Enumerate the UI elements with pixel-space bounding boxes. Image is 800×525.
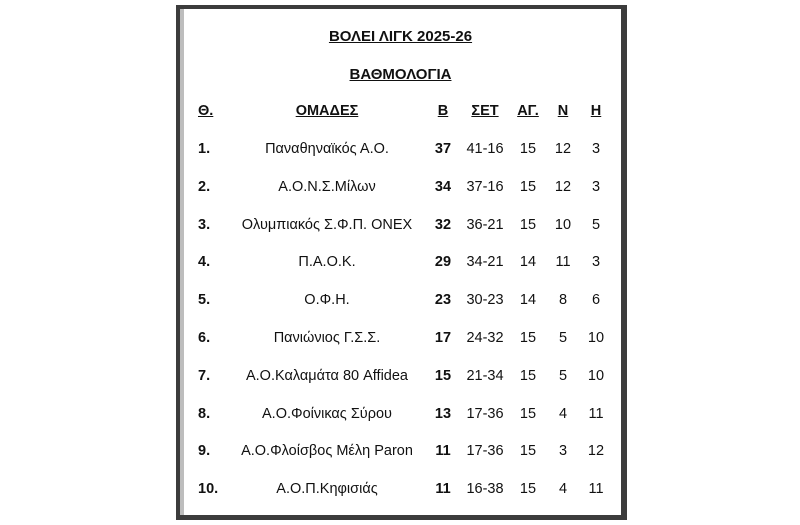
table-row xyxy=(180,481,621,501)
row-points: 34 xyxy=(434,179,452,195)
row-sets: 17-36 xyxy=(466,443,504,459)
row-games-played: 15 xyxy=(519,443,537,459)
row-points: 17 xyxy=(434,330,452,346)
row-team-name: Α.Ο.Φοίνικας Σύρου xyxy=(262,406,392,422)
standings-subtitle: ΒΑΘΜΟΛΟΓΙΑ xyxy=(349,66,452,83)
row-sets: 21-34 xyxy=(466,368,504,384)
row-sets: 16-38 xyxy=(466,481,504,497)
row-wins: 4 xyxy=(558,406,568,422)
table-row xyxy=(180,443,621,463)
row-position: 10. xyxy=(198,481,219,497)
header-wins: Ν xyxy=(557,103,569,119)
row-team-name: Π.Α.Ο.Κ. xyxy=(298,254,356,270)
row-wins: 11 xyxy=(555,254,571,270)
row-sets: 34-21 xyxy=(466,254,504,270)
row-losses: 10 xyxy=(587,330,605,346)
table-row xyxy=(180,406,621,426)
row-wins: 4 xyxy=(558,481,568,497)
header-points: Β xyxy=(437,103,449,119)
row-losses: 3 xyxy=(591,254,601,270)
header-losses: Η xyxy=(590,103,602,119)
row-games-played: 15 xyxy=(519,217,537,233)
row-points: 23 xyxy=(434,292,452,308)
row-wins: 8 xyxy=(558,292,568,308)
table-row xyxy=(180,179,621,199)
row-losses: 5 xyxy=(591,217,601,233)
row-games-played: 15 xyxy=(519,481,537,497)
row-wins: 3 xyxy=(558,443,568,459)
row-wins: 12 xyxy=(554,141,572,157)
row-team-name: Α.Ο.Φλοίσβος Μέλη Paron xyxy=(241,443,413,459)
row-wins: 5 xyxy=(558,330,568,346)
row-team-name: Παναθηναϊκός Α.Ο. xyxy=(265,141,389,157)
row-wins: 10 xyxy=(554,217,572,233)
row-position: 2. xyxy=(198,179,211,195)
row-losses: 6 xyxy=(591,292,601,308)
table-header xyxy=(180,103,621,123)
row-losses: 11 xyxy=(588,481,604,497)
row-wins: 5 xyxy=(558,368,568,384)
row-sets: 37-16 xyxy=(466,179,504,195)
row-games-played: 14 xyxy=(519,254,537,270)
row-position: 8. xyxy=(198,406,211,422)
row-points: 11 xyxy=(435,481,451,497)
row-sets: 30-23 xyxy=(466,292,504,308)
row-losses: 3 xyxy=(591,141,601,157)
row-position: 5. xyxy=(198,292,211,308)
row-points: 11 xyxy=(435,443,451,459)
header-teams: ΟΜΑΔΕΣ xyxy=(295,103,359,119)
row-team-name: Α.Ο.Ν.Σ.Μίλων xyxy=(278,179,376,195)
header-games-played: ΑΓ. xyxy=(517,103,539,119)
row-games-played: 15 xyxy=(519,141,537,157)
row-points: 13 xyxy=(434,406,452,422)
row-losses: 11 xyxy=(588,406,604,422)
row-games-played: 15 xyxy=(519,330,537,346)
row-games-played: 15 xyxy=(519,406,537,422)
row-sets: 24-32 xyxy=(466,330,504,346)
row-position: 1. xyxy=(198,141,211,157)
row-games-played: 14 xyxy=(519,292,537,308)
table-row xyxy=(180,330,621,350)
row-points: 29 xyxy=(434,254,452,270)
row-position: 7. xyxy=(198,368,211,384)
row-points: 15 xyxy=(434,368,452,384)
league-title: ΒΟΛΕΙ ΛΙΓΚ 2025-26 xyxy=(328,28,473,45)
table-row xyxy=(180,368,621,388)
row-losses: 10 xyxy=(587,368,605,384)
row-position: 4. xyxy=(198,254,211,270)
row-points: 32 xyxy=(434,217,452,233)
row-losses: 12 xyxy=(587,443,605,459)
row-points: 37 xyxy=(434,141,452,157)
row-position: 9. xyxy=(198,443,211,459)
row-sets: 17-36 xyxy=(466,406,504,422)
row-losses: 3 xyxy=(591,179,601,195)
row-games-played: 15 xyxy=(519,179,537,195)
row-position: 6. xyxy=(198,330,211,346)
table-row xyxy=(180,254,621,274)
header-position: Θ. xyxy=(198,103,214,119)
row-sets: 36-21 xyxy=(466,217,504,233)
row-team-name: Α.Ο.Π.Κηφισιάς xyxy=(276,481,378,497)
row-team-name: Α.Ο.Καλαμάτα 80 Affidea xyxy=(245,368,408,384)
row-games-played: 15 xyxy=(519,368,537,384)
row-position: 3. xyxy=(198,217,211,233)
row-wins: 12 xyxy=(554,179,572,195)
table-row xyxy=(180,141,621,161)
header-sets: ΣΕΤ xyxy=(471,103,499,119)
row-team-name: Πανιώνιος Γ.Σ.Σ. xyxy=(273,330,381,346)
table-row xyxy=(180,292,621,312)
standings-card xyxy=(176,5,627,520)
row-team-name: Ο.Φ.Η. xyxy=(304,292,350,308)
row-sets: 41-16 xyxy=(466,141,504,157)
table-row xyxy=(180,217,621,237)
row-team-name: Ολυμπιακός Σ.Φ.Π. ΟΝΕΧ xyxy=(241,217,413,233)
